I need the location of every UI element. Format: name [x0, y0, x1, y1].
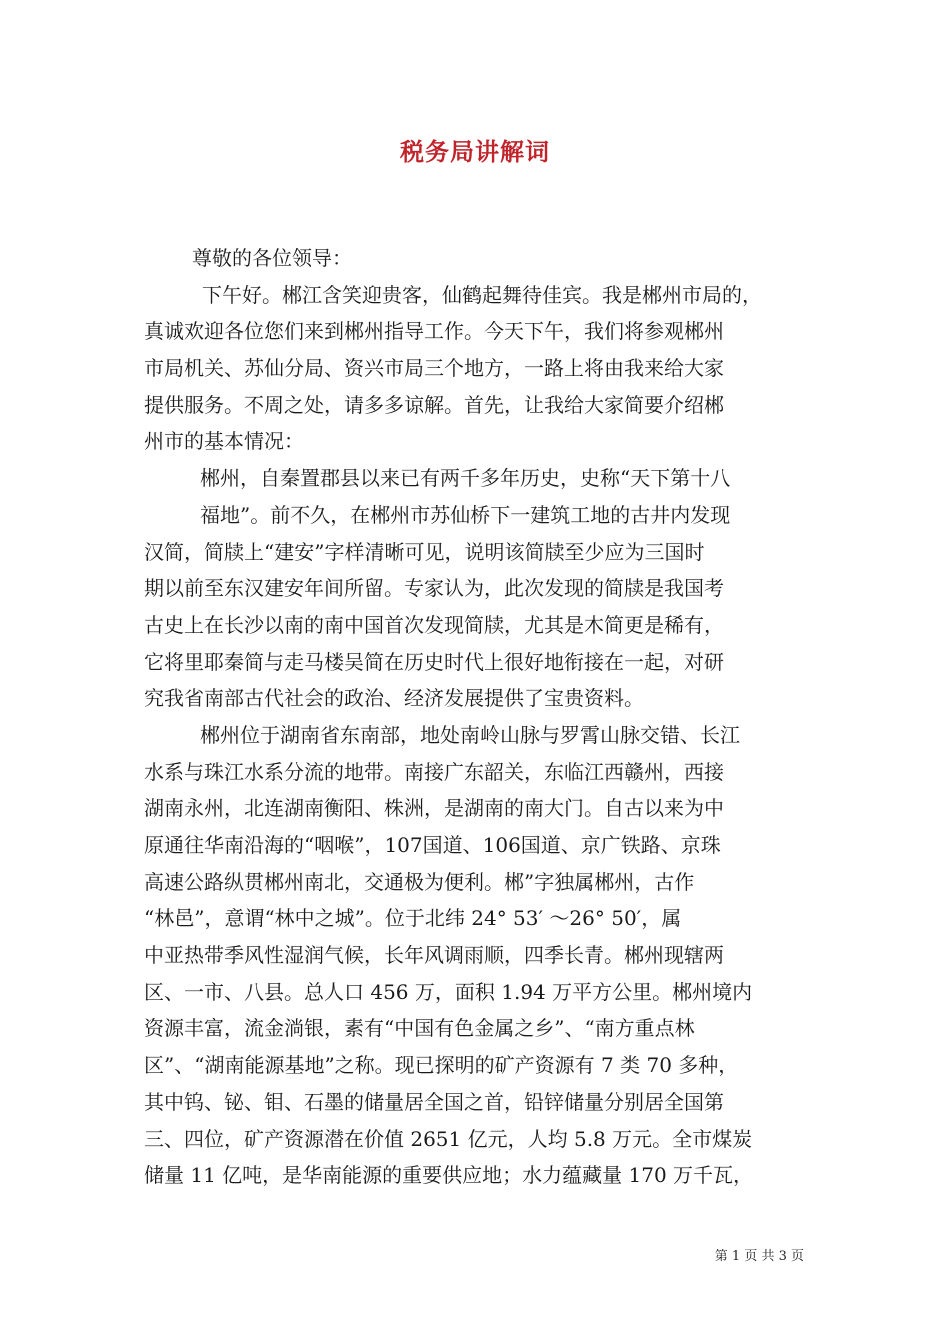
- body-line: 湖南永州，北连湖南衡阳、株洲，是湖南的南大门。自古以来为中: [144, 796, 724, 821]
- body-line: 高速公路纵贯郴州南北，交通极为便利。郴”字独属郴州，古作: [144, 869, 695, 894]
- salutation-line: 尊敬的各位领导：: [192, 246, 352, 270]
- body-line: 古史上在长沙以南的南中国首次发现简牍，尤其是木简更是稀有，: [144, 612, 724, 637]
- body-line: 区”、“湖南能源基地”之称。现已探明的矿产资源有 7 类 70 多种，: [144, 1053, 739, 1078]
- body-line: 其中钨、铋、钼、石墨的储量居全国之首，铅锌储量分别居全国第: [144, 1089, 724, 1114]
- body-line: 州市的基本情况：: [144, 429, 304, 454]
- body-line: 水系与珠江水系分流的地带。南接广东韶关，东临江西赣州，西接: [144, 759, 724, 784]
- page-number: 第 1 页 共 3 页: [714, 1249, 804, 1264]
- body-line: 市局机关、苏仙分局、资兴市局三个地方，一路上将由我来给大家: [144, 356, 724, 381]
- body-line: 郴州位于湖南省东南部，地处南岭山脉与罗霄山脉交错、长江: [200, 722, 740, 747]
- document-body: [144, 240, 824, 1194]
- body-line: 郴州，自秦置郡县以来已有两千多年历史，史称“天下第十八: [200, 466, 731, 491]
- body-line: 期以前至东汉建安年间所留。专家认为，此次发现的简牍是我国考: [144, 576, 724, 601]
- body-line: 究我省南部古代社会的政治、经济发展提供了宝贵资料。: [144, 686, 644, 711]
- body-line: 它将里耶秦简与走马楼吴简在历史时代上很好地衔接在一起，对研: [144, 649, 724, 674]
- body-line: 汉简，简牍上“建安”字样清晰可见，说明该简牍至少应为三国时: [144, 539, 705, 564]
- body-line: 中亚热带季风性湿润气候，长年风调雨顺，四季长青。郴州现辖两: [144, 943, 724, 968]
- body-line: 福地”。前不久，在郴州市苏仙桥下一建筑工地的古井内发现: [200, 502, 731, 527]
- document-title: 税务局讲解词: [400, 137, 550, 166]
- body-line: 原通往华南沿海的“咽喉”，107国道、106国道、京广铁路、京珠: [144, 833, 721, 857]
- body-line: 区、一市、八县。总人口 456 万，面积 1.94 万平方公里。郴州境内: [144, 979, 753, 1004]
- body-line: 储量 11 亿吨，是华南能源的重要供应地；水力蕴藏量 170 万千瓦，: [144, 1163, 754, 1188]
- body-line: 三、四位，矿产资源潜在价值 2651 亿元，人均 5.8 万元。全市煤炭: [144, 1126, 753, 1151]
- body-line: 提供服务。不周之处，请多多谅解。首先，让我给大家简要介绍郴: [144, 392, 724, 417]
- body-line: 下午好。郴江含笑迎贵客，仙鹤起舞待佳宾。我是郴州市局的，: [202, 282, 762, 307]
- body-line: 资源丰富，流金淌银，素有“中国有色金属之乡”、“南方重点林: [144, 1016, 695, 1041]
- body-line: 真诚欢迎各位您们来到郴州指导工作。今天下午，我们将参观郴州: [144, 319, 724, 344]
- body-line: “林邑”，意谓“林中之城”。位于北纬 24° 53′ ～26° 50′，属: [144, 906, 682, 931]
